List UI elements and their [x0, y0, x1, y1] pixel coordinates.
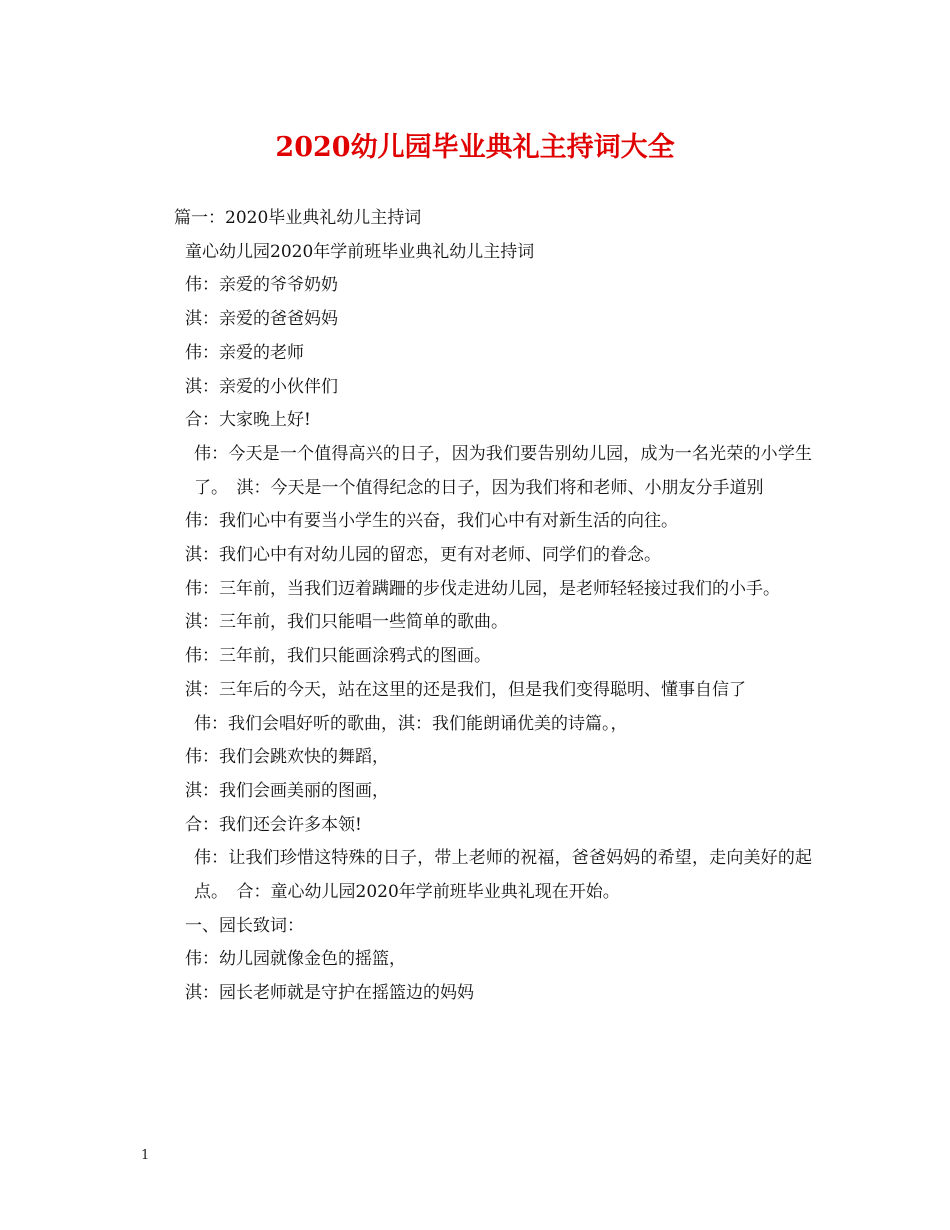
paragraph-multiline: 伟：今天是一个值得高兴的日子，因为我们要告别幼儿园，成为一名光荣的小学生了。 淇：今天是一个值得纪念的日子，因为我们将和老师、小朋友分手道别 — [194, 443, 812, 498]
paragraph-line: 淇：三年后的今天，站在这里的还是我们，但是我们变得聪明、懂事自信了 — [185, 679, 746, 700]
paragraph-line: 淇：园长老师就是守护在摇篮边的妈妈 — [185, 983, 474, 1004]
paragraph-line: 合：我们还会许多本领! — [185, 814, 362, 835]
paragraph-line: 淇：我们心中有对幼儿园的留恋，更有对老师、同学们的眷念。 — [185, 545, 661, 566]
paragraph-line: 伟：我们会跳欢快的舞蹈， — [185, 747, 389, 768]
paragraph-line: 伟：我们会唱好听的歌曲，淇：我们能朗诵优美的诗篇。， — [194, 713, 628, 734]
paragraph-multiline: 伟：让我们珍惜这特殊的日子，带上老师的祝福，爸爸妈妈的希望，走向美好的起点。 合：童心幼儿园2020年学前班毕业典礼现在开始。 — [194, 848, 812, 903]
page-number: 1 — [141, 1148, 150, 1163]
paragraph-line: 伟：幼儿园就像金色的摇篮， — [185, 949, 406, 970]
paragraph-line: 淇：三年前，我们只能唱一些简单的歌曲。 — [185, 612, 508, 633]
paragraph-line: 合：大家晚上好! — [185, 410, 311, 431]
paragraph-line: 淇：我们会画美丽的图画， — [185, 780, 389, 801]
document-body — [140, 202, 812, 1011]
paragraph-line: 一、园长致词： — [185, 915, 304, 936]
paragraph-line: 伟：我们心中有要当小学生的兴奋，我们心中有对新生活的向往。 — [185, 511, 678, 532]
paragraph-line: 伟：亲爱的老师 — [185, 342, 304, 363]
paragraph-section-heading: 篇一：2020毕业典礼幼儿主持词 — [174, 208, 422, 228]
paragraph-line: 淇：亲爱的小伙伴们 — [185, 376, 338, 397]
document-title: 2020幼儿园毕业典礼主持词大全 — [275, 132, 675, 163]
paragraph-line: 伟：亲爱的爷爷奶奶 — [185, 275, 338, 296]
paragraph-multiline: 伟：三年前，当我们迈着蹒跚的步伐走进幼儿园，是老师轻轻接过我们的小手。 — [185, 578, 780, 599]
paragraph-line: 伟：三年前，我们只能画涂鸦式的图画。 — [185, 646, 491, 667]
paragraph-subtitle: 童心幼儿园2020年学前班毕业典礼幼儿主持词 — [185, 241, 535, 262]
paragraph-line: 淇：亲爱的爸爸妈妈 — [185, 309, 338, 330]
